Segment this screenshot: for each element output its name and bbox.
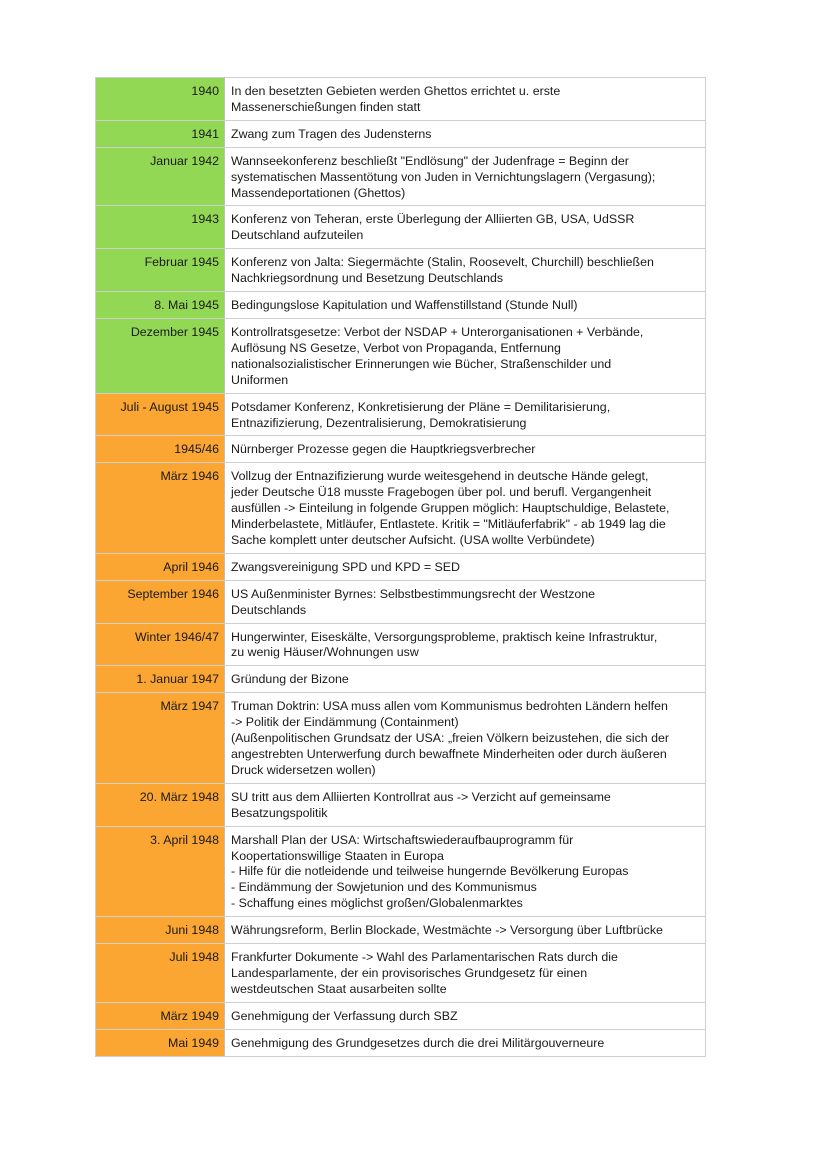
timeline-row bbox=[96, 206, 706, 249]
event-text-line: Landesparlamente, der ein provisorisches Grundgesetz für einen bbox=[231, 965, 588, 980]
date-cell: Mai 1949 bbox=[96, 1029, 225, 1056]
event-text-line: Nachkriegsordnung und Besetzung Deutschlands bbox=[231, 271, 504, 286]
event-cell bbox=[225, 580, 706, 623]
timeline-row bbox=[96, 580, 706, 623]
timeline-row bbox=[96, 1029, 706, 1056]
event-cell bbox=[225, 78, 706, 121]
event-cell bbox=[225, 553, 706, 580]
timeline-row bbox=[96, 944, 706, 1003]
event-cell bbox=[225, 917, 706, 944]
event-text-line: Koopertationswillige Staaten in Europa bbox=[231, 848, 444, 863]
timeline-row bbox=[96, 147, 706, 206]
event-cell bbox=[225, 147, 706, 206]
event-cell bbox=[225, 463, 706, 554]
date-cell: 8. Mai 1945 bbox=[96, 292, 225, 319]
event-text-line: Genehmigung des Grundgesetzes durch die drei Militärgouverneure bbox=[231, 1035, 605, 1050]
date-cell: 1941 bbox=[96, 120, 225, 147]
event-text-line: Minderbelastete, Mitläufer, Entlastete. Kritik = "Mitläuferfabrik" - ab 1949 lag die bbox=[231, 517, 666, 532]
timeline-row bbox=[96, 693, 706, 784]
date-cell: April 1946 bbox=[96, 553, 225, 580]
event-text-line: systematischen Massentötung von Juden in Vernichtungslagern (Vergasung); bbox=[231, 169, 656, 184]
event-text-line: Bedingungslose Kapitulation und Waffenstillstand (Stunde Null) bbox=[231, 298, 578, 313]
event-cell bbox=[225, 666, 706, 693]
event-cell bbox=[225, 826, 706, 917]
event-text-line: Wannseekonferenz beschließt "Endlösung" der Judenfrage = Beginn der bbox=[231, 153, 629, 168]
event-text-line: Druck widersetzen wollen) bbox=[231, 762, 376, 777]
date-cell: September 1946 bbox=[96, 580, 225, 623]
event-cell bbox=[225, 623, 706, 666]
date-cell: 1940 bbox=[96, 78, 225, 121]
event-text-line: - Schaffung eines möglichst großen/Globalenmarktes bbox=[231, 896, 523, 911]
event-cell bbox=[225, 120, 706, 147]
timeline-row bbox=[96, 436, 706, 463]
timeline-row bbox=[96, 826, 706, 917]
event-cell bbox=[225, 249, 706, 292]
event-cell bbox=[225, 783, 706, 826]
event-text-line: nationalsozialistischer Erinnerungen wie Bücher, Straßenschilder und bbox=[231, 356, 612, 371]
event-cell bbox=[225, 436, 706, 463]
event-text-line: Kontrollratsgesetze: Verbot der NSDAP + Unterorganisationen + Verbände, bbox=[231, 324, 644, 339]
date-cell: März 1949 bbox=[96, 1002, 225, 1029]
event-text-line: Massendeportationen (Ghettos) bbox=[231, 185, 406, 200]
event-cell bbox=[225, 206, 706, 249]
date-cell: 20. März 1948 bbox=[96, 783, 225, 826]
event-text-line: Frankfurter Dokumente -> Wahl des Parlamentarischen Rats durch die bbox=[231, 950, 618, 965]
date-cell: Januar 1942 bbox=[96, 147, 225, 206]
date-cell: Winter 1946/47 bbox=[96, 623, 225, 666]
timeline-row bbox=[96, 292, 706, 319]
event-text-line: SU tritt aus dem Alliierten Kontrollrat aus -> Verzicht auf gemeinsame bbox=[231, 789, 611, 804]
date-cell: Februar 1945 bbox=[96, 249, 225, 292]
date-cell: Dezember 1945 bbox=[96, 318, 225, 393]
date-cell: 3. April 1948 bbox=[96, 826, 225, 917]
timeline-row bbox=[96, 553, 706, 580]
timeline-row bbox=[96, 463, 706, 554]
date-cell: 1943 bbox=[96, 206, 225, 249]
event-text-line: Gründung der Bizone bbox=[231, 672, 349, 687]
event-text-line: In den besetzten Gebieten werden Ghettos errichtet u. erste bbox=[231, 84, 561, 98]
timeline-row bbox=[96, 783, 706, 826]
event-text-line: Konferenz von Teheran, erste Überlegung der Alliierten GB, USA, UdSSR bbox=[231, 212, 635, 227]
event-text-line: angestrebten Unterwerfung durch bewaffnete Minderheiten oder durch äußeren bbox=[231, 747, 667, 761]
event-text-line: Auflösung NS Gesetze, Verbot von Propaganda, Entfernung bbox=[231, 340, 561, 355]
event-text-line: Uniformen bbox=[231, 372, 289, 387]
event-text-line: - Hilfe für die notleidende und teilweise hungernde Bevölkerung Europas bbox=[231, 864, 629, 879]
timeline-row bbox=[96, 318, 706, 393]
date-cell: Juni 1948 bbox=[96, 917, 225, 944]
timeline-row bbox=[96, 623, 706, 666]
event-text-line: Marshall Plan der USA: Wirtschaftswiederaufbauprogramm für bbox=[231, 832, 574, 847]
event-cell bbox=[225, 693, 706, 784]
event-text-line: Vollzug der Entnazifizierung wurde weitesgehend in deutsche Hände gelegt, bbox=[231, 469, 649, 484]
timeline-row bbox=[96, 120, 706, 147]
date-cell: März 1946 bbox=[96, 463, 225, 554]
event-text-line: Hungerwinter, Eiseskälte, Versorgungsprobleme, praktisch keine Infrastruktur, bbox=[231, 629, 658, 644]
event-text-line: Genehmigung der Verfassung durch SBZ bbox=[231, 1008, 458, 1023]
timeline-row bbox=[96, 78, 706, 121]
event-cell bbox=[225, 1029, 706, 1056]
event-text-line: Entnazifizierung, Dezentralisierung, Demokratisierung bbox=[231, 415, 527, 430]
event-text-line: Zwang zum Tragen des Judensterns bbox=[231, 126, 432, 141]
event-text-line: zu wenig Häuser/Wohnungen usw bbox=[231, 645, 419, 660]
timeline-row bbox=[96, 1002, 706, 1029]
timeline-row bbox=[96, 917, 706, 944]
event-text-line: Potsdamer Konferenz, Konkretisierung der Pläne = Demilitarisierung, bbox=[231, 399, 611, 414]
event-text-line: jeder Deutsche Ü18 musste Fragebogen über pol. und berufl. Vergangenheit bbox=[231, 485, 652, 500]
event-text-line: Deutschland aufzuteilen bbox=[231, 228, 364, 243]
timeline-row bbox=[96, 666, 706, 693]
event-cell bbox=[225, 318, 706, 393]
event-cell bbox=[225, 393, 706, 436]
event-text-line: US Außenminister Byrnes: Selbstbestimmungsrecht der Westzone bbox=[231, 586, 596, 601]
event-cell bbox=[225, 944, 706, 1003]
timeline-row bbox=[96, 249, 706, 292]
event-text-line: Konferenz von Jalta: Siegermächte (Stalin, Roosevelt, Churchill) beschließen bbox=[231, 255, 654, 270]
date-cell: 1945/46 bbox=[96, 436, 225, 463]
event-text-line: Truman Doktrin: USA muss allen vom Kommunismus bedrohten Ländern helfen bbox=[231, 699, 668, 714]
event-text-line: Besatzungspolitik bbox=[231, 805, 328, 820]
event-cell bbox=[225, 292, 706, 319]
event-text-line: - Eindämmung der Sowjetunion und des Kommunismus bbox=[231, 880, 537, 895]
event-text-line: ausfüllen -> Einteilung in folgende Gruppen möglich: Hauptschuldige, Belastete, bbox=[231, 501, 670, 516]
timeline-table bbox=[95, 77, 706, 1057]
date-cell: März 1947 bbox=[96, 693, 225, 784]
event-text-line: Nürnberger Prozesse gegen die Hauptkriegsverbrecher bbox=[231, 442, 536, 457]
event-text-line: -> Politik der Eindämmung (Containment) bbox=[231, 715, 459, 730]
event-text-line: Massenerschießungen finden statt bbox=[231, 99, 421, 114]
event-text-line: (Außenpolitischen Grundsatz der USA: „freien Völkern beizustehen, die sich der bbox=[231, 731, 670, 746]
date-cell: Juli - August 1945 bbox=[96, 393, 225, 436]
date-cell: 1. Januar 1947 bbox=[96, 666, 225, 693]
timeline-row bbox=[96, 393, 706, 436]
event-text-line: Zwangsvereinigung SPD und KPD = SED bbox=[231, 559, 461, 574]
event-text-line: Währungsreform, Berlin Blockade, Westmächte -> Versorgung über Luftbrücke bbox=[231, 923, 663, 938]
event-cell bbox=[225, 1002, 706, 1029]
event-text-line: Sache komplett unter deutscher Aufsicht. (USA wollte Verbündete) bbox=[231, 532, 595, 547]
timeline-body bbox=[96, 78, 706, 1057]
event-text-line: westdeutschen Staat ausarbeiten sollte bbox=[231, 981, 447, 996]
date-cell: Juli 1948 bbox=[96, 944, 225, 1003]
event-text-line: Deutschlands bbox=[231, 602, 307, 617]
